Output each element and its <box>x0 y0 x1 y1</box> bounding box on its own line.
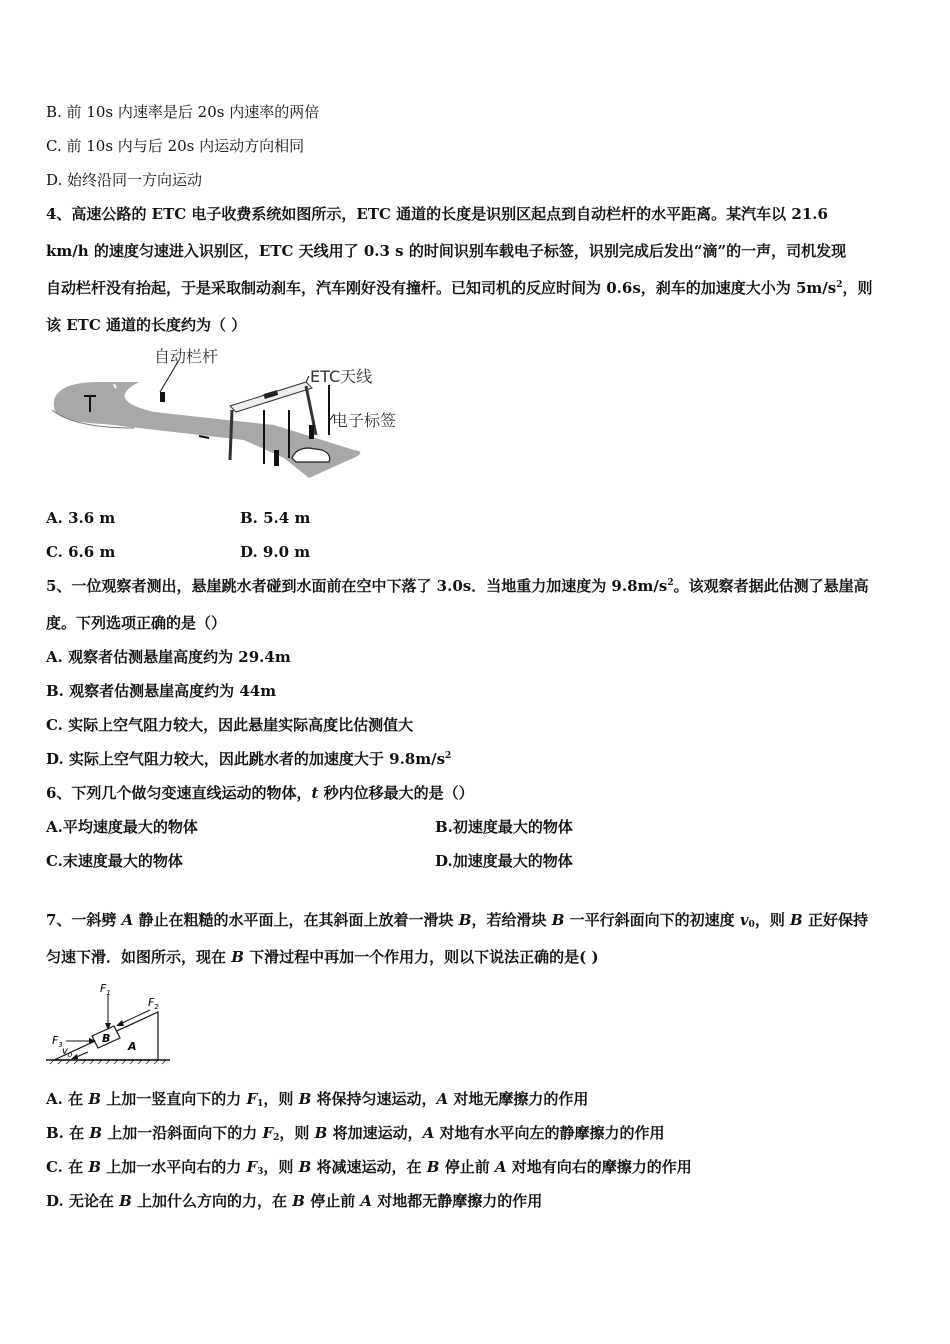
q3-option-b: B. 前 10s 内速率是后 20s 内速率的两倍 <box>46 103 320 121</box>
barrier-arm <box>160 392 165 402</box>
q7-option-c: C. 在 B 上加一水平向右的力 $F_3$，则 B 将减速运动，在 B 停止前 A 对地有向右的摩擦力的作用 <box>46 1158 692 1177</box>
q4-option-a: A. 3.6 m <box>46 509 116 527</box>
q3-option-c: C. 前 10s 内与后 20s 内运动方向相同 <box>46 137 305 155</box>
q6-option-b: B.初速度最大的物体 <box>435 818 573 836</box>
q7-option-d: D. 无论在 B 上加什么方向的力，在 B 停止前 A 对地都无静摩擦力的作用 <box>46 1192 543 1210</box>
q4-stem-line3: 自动栏杆没有抬起，于是采取制动刹车，汽车刚好没有撞杆。已知司机的反应时间为 0.6s，刹车的加速度大小为 $5m/s^2$，则 <box>46 279 873 297</box>
q6-option-a: A.平均速度最大的物体 <box>46 818 198 836</box>
q5-option-b: B. 观察者估测悬崖高度约为 44m <box>46 682 277 700</box>
q3-option-d: D. 始终沿同一方向运动 <box>46 171 203 189</box>
label-tag: 电子标签 <box>332 411 397 430</box>
q5-option-d: D. 实际上空气阻力较大，因此跳水者的加速度大于 $9.8m/s^2$ <box>46 750 452 768</box>
etc-figure <box>44 340 404 485</box>
q7-stem-line2: 匀速下滑．如图所示，现在 B 下滑过程中再加一个作用力，则以下说法正确的是( ) <box>46 948 599 966</box>
q7-stem-line1: 7、一斜劈 A 静止在粗糙的水平面上，在其斜面上放着一滑块 B，若给滑块 B 一平行斜面向下的初速度 $v_0$，则 B 正好保持 <box>46 911 868 930</box>
q4-option-c: C. 6.6 m <box>46 543 116 561</box>
q6-option-d: D.加速度最大的物体 <box>435 852 573 870</box>
q7-option-a: A. 在 B 上加一竖直向下的力 $F_1$，则 B 将保持匀速运动，A 对地无摩擦力的作用 <box>46 1090 589 1109</box>
label-f3: $F_3$ <box>52 1034 63 1049</box>
q4-stem-line2: km/h 的速度匀速进入识别区，ETC 天线用了 0.3 s 的时间识别车载电子标签，识别完成后发出“滴”的一声，司机发现 <box>46 242 847 260</box>
q5-option-a: A. 观察者估测悬崖高度约为 29.4m <box>46 648 291 666</box>
label-v0: $v_0$ <box>62 1046 73 1059</box>
q7-option-b: B. 在 B 上加一沿斜面向下的力 $F_2$，则 B 将加速运动，A 对地有水平向左的静摩擦力的作用 <box>46 1124 665 1143</box>
q4-stem-line1: 4、高速公路的 ETC 电子收费系统如图所示，ETC 通道的长度是识别区起点到自动栏杆的水平距离。某汽车以 21.6 <box>46 205 828 223</box>
label-barrier: 自动栏杆 <box>154 347 219 366</box>
q6-stem: 6、下列几个做匀变速直线运动的物体，t 秒内位移最大的是（） <box>46 784 474 802</box>
incline-figure <box>44 976 174 1068</box>
q5-stem-line1: 5、一位观察者测出，悬崖跳水者碰到水面前在空中下落了 3.0s．当地重力加速度为 $9.8m/s^2$。该观察者据此估测了悬崖高 <box>46 577 869 595</box>
label-f1: $F_1$ <box>100 982 111 997</box>
label-f2: $F_2$ <box>148 996 159 1011</box>
q6-option-c: C.末速度最大的物体 <box>46 852 183 870</box>
q5-stem-line2: 度。下列选项正确的是（） <box>46 614 227 632</box>
q4-stem-line4: 该 ETC 通道的长度约为（ ） <box>46 316 247 334</box>
q5-option-c: C. 实际上空气阻力较大，因此悬崖实际高度比估测值大 <box>46 716 414 734</box>
q4-option-d: D. 9.0 m <box>240 543 311 561</box>
label-b: B <box>102 1032 111 1045</box>
label-a: A <box>128 1040 137 1053</box>
label-antenna: ETC天线 <box>310 367 373 386</box>
q4-option-b: B. 5.4 m <box>240 509 311 527</box>
